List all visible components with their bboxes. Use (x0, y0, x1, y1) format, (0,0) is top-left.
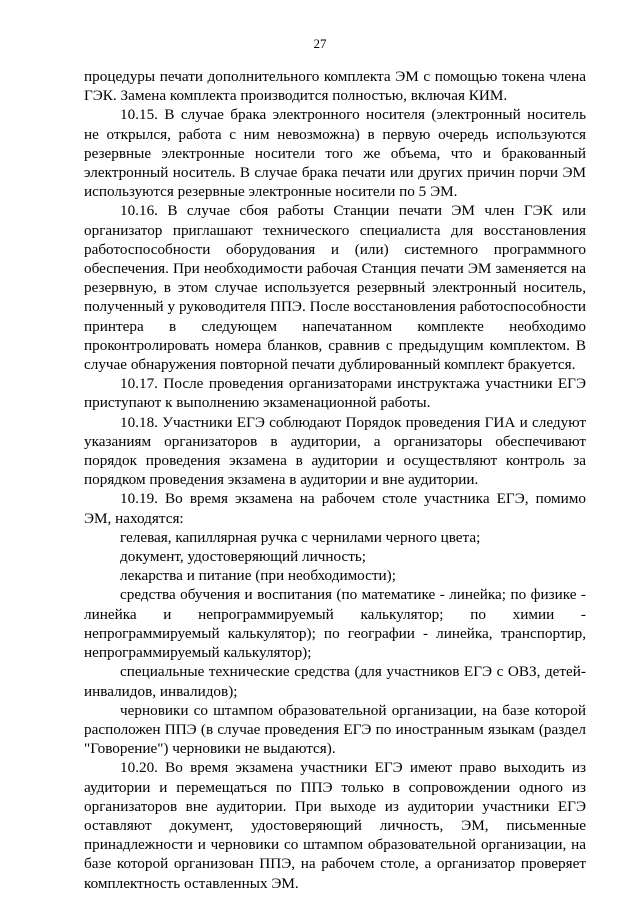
paragraph-10-16: 10.16. В случае сбоя работы Станции печати ЭМ член ГЭК или организатор приглашают технического специалиста для восстановления работоспособности оборудования и (или) системного программного обеспечения. При необходимости рабочая Станция печати ЭМ заменяется на резервную, в этом случае используется резервный электронный носитель, полученный у руководителя ППЭ. После восстановления работоспособности принтера в следующем напечатанном комплекте необходимо проконтролировать номера бланков, сравнив с предыдущим комплектом. В случае обнаружения повторной печати дублированный комплект бракуется. (84, 202, 586, 374)
paragraph-10-18: 10.18. Участники ЕГЭ соблюдают Порядок проведения ГИА и следуют указаниям организаторов в аудитории, а организаторы обеспечивают порядок проведения экзамена в аудитории и осуществляют контроль за порядком проведения экзамена в аудитории и вне аудитории. (84, 413, 586, 489)
paragraph-10-15: 10.15. В случае брака электронного носителя (электронный носитель не открылся, работа с ним невозможна) в первую очередь используются резервные электронные носители того же объема, что и бракованный электронный носитель. В случае брака печати или других причин порчи ЭМ используются резервные электронные носители по 5 ЭМ. (84, 106, 586, 201)
list-item-pen: гелевая, капиллярная ручка с чернилами черного цвета; (120, 528, 481, 546)
list-item-study-tools: средства обучения и воспитания (по математике - линейка; по физике - линейка и непрограммируемый калькулятор; по химии - непрограммируемый калькулятор); по географии - линейка, транспортир, непрограммируемый калькулятор); (84, 586, 586, 662)
page-number: 27 (313, 36, 327, 51)
paragraph-continuation: процедуры печати дополнительного комплекта ЭМ с помощью токена члена ГЭК. Замена комплекта производится полностью, включая КИМ. (84, 68, 586, 105)
list-item-drafts: черновики со штампом образовательной организации, на базе которой расположен ППЭ (в случае проведения ЕГЭ по иностранным языкам (раздел "Говорение") черновики не выдаются). (84, 701, 586, 758)
document-body (84, 67, 586, 893)
list-item-id-document: документ, удостоверяющий личность; (120, 548, 367, 566)
paragraph-10-19: 10.19. Во время экзамена на рабочем столе участника ЕГЭ, помимо ЭМ, находятся: (84, 490, 586, 527)
list-item-medicine: лекарства и питание (при необходимости); (120, 567, 396, 585)
list-item-special-equipment: специальные технические средства (для участников ЕГЭ с ОВЗ, детей-инвалидов, инвалидов); (84, 663, 586, 700)
paragraph-10-17: 10.17. После проведения организаторами инструктажа участники ЕГЭ приступают к выполнению экзаменационной работы. (84, 375, 586, 412)
paragraph-10-20: 10.20. Во время экзамена участники ЕГЭ имеют право выходить из аудитории и перемещаться по ППЭ только в сопровождении одного из организаторов вне аудитории. При выходе из аудитории участники ЕГЭ оставляют документ, удостоверяющий личность, ЭМ, письменные принадлежности и черновики со штампом образовательной организации, на базе которой организован ППЭ, на рабочем столе, а организатор проверяет комплектность оставленных ЭМ. (84, 759, 586, 892)
